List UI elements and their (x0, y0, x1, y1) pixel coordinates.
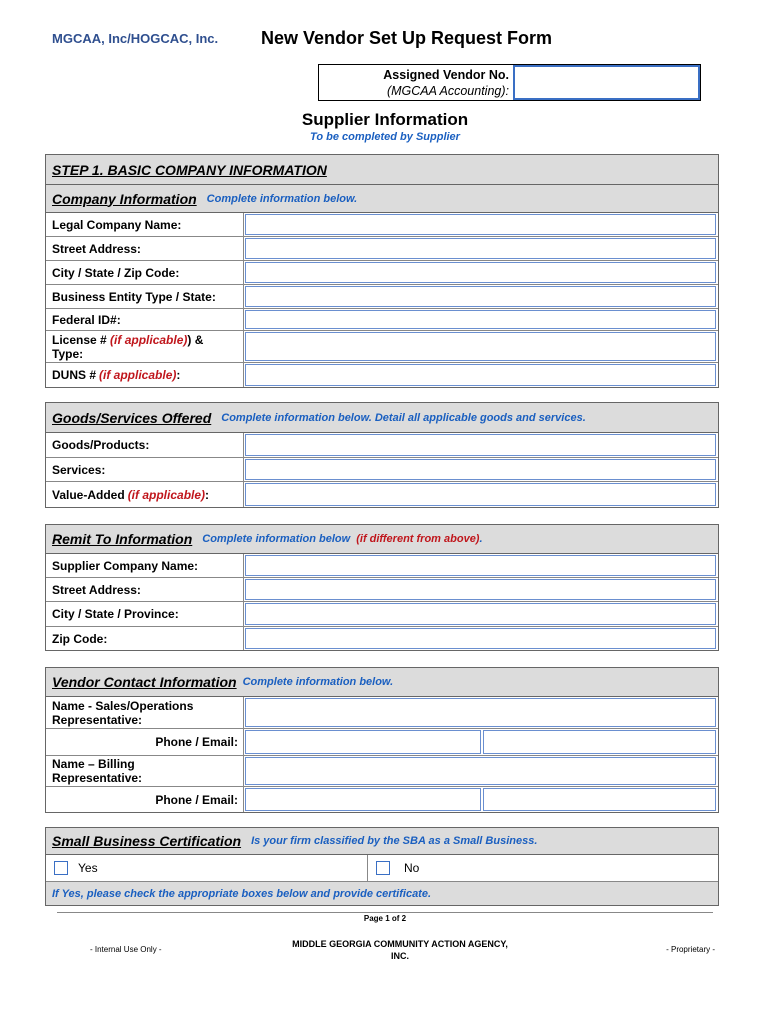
company-info-header (46, 185, 718, 213)
duns-field[interactable] (245, 364, 716, 386)
phone-email-label-1: Phone / Email: (46, 729, 244, 755)
supplier-subtitle: To be completed by Supplier (310, 131, 460, 143)
license-field[interactable] (245, 332, 716, 361)
value-added-field[interactable] (245, 483, 716, 506)
remit-note-period: . (479, 533, 483, 545)
sba-choice-row (46, 855, 718, 882)
form-row (46, 285, 718, 309)
remit-street-field[interactable] (245, 579, 716, 600)
proprietary-label: - Proprietary - (666, 945, 715, 954)
form-row (46, 213, 718, 237)
company-info-note: Complete information below. (206, 192, 358, 205)
city-state-zip-label: City / State / Zip Code: (46, 261, 244, 284)
city-state-zip-field[interactable] (245, 262, 716, 283)
license-type-text: Type: (52, 346, 84, 361)
remit-note-text: Complete information below (202, 533, 354, 545)
form-row (46, 729, 718, 756)
value-added-label (46, 482, 244, 507)
remit-note-if-different: (if different from above) (356, 533, 480, 545)
form-row (46, 554, 718, 578)
billing-phone-field[interactable] (245, 788, 481, 811)
supplier-title: Supplier Information (301, 110, 469, 129)
form-title: New Vendor Set Up Request Form (261, 28, 553, 48)
duns-label (46, 363, 244, 387)
federal-id-field[interactable] (245, 310, 716, 329)
remit-city-field[interactable] (245, 603, 716, 625)
step1-title: STEP 1. BASIC COMPANY INFORMATION (52, 161, 327, 178)
value-added-text: Value-Added (52, 487, 125, 502)
entity-type-label: Business Entity Type / State: (46, 285, 244, 308)
vendor-number-title: Assigned Vendor No. (383, 68, 509, 82)
agency-name-line1: MIDDLE GEORGIA COMMUNITY ACTION AGENCY, (292, 939, 508, 949)
entity-type-field[interactable] (245, 286, 716, 307)
services-label: Services: (46, 458, 244, 481)
sales-rep-text: Name - Sales/Operations (52, 698, 194, 713)
goods-title: Goods/Services Offered (52, 409, 212, 426)
street-address-field[interactable] (245, 238, 716, 259)
form-row (46, 331, 718, 363)
remit-to-section (45, 524, 719, 651)
sba-header (46, 828, 718, 855)
checkbox-icon[interactable] (376, 861, 390, 875)
form-row (46, 482, 718, 507)
billing-rep-label (46, 756, 244, 786)
remit-zip-field[interactable] (245, 628, 716, 649)
sba-no-option[interactable] (368, 855, 718, 881)
goods-services-section (45, 402, 719, 508)
goods-header (46, 403, 718, 433)
vendor-number-sub: (MGCAA Accounting): (386, 84, 509, 98)
remit-street-label: Street Address: (46, 578, 244, 601)
sba-yes-label: Yes (78, 861, 98, 875)
remit-title: Remit To Information (52, 531, 193, 547)
duns-colon: : (176, 368, 181, 382)
license-label (46, 331, 244, 362)
form-row (46, 602, 718, 627)
remit-company-field[interactable] (245, 555, 716, 576)
company-information-section (45, 154, 719, 388)
form-row (46, 237, 718, 261)
checkbox-icon[interactable] (54, 861, 68, 875)
phone-email-label-2: Phone / Email: (46, 787, 244, 812)
vendor-number-input[interactable] (513, 65, 700, 100)
agency-name (270, 938, 530, 962)
form-row (46, 578, 718, 602)
sba-section (45, 827, 719, 906)
agency-name-line2: INC. (391, 951, 409, 961)
form-row (46, 309, 718, 331)
street-address-label: Street Address: (46, 237, 244, 260)
remit-header (46, 525, 718, 554)
form-row (46, 787, 718, 812)
vendor-contact-section (45, 667, 719, 813)
sales-rep-label (46, 697, 244, 728)
organization-name: MGCAA, Inc/HOGCAC, Inc. (52, 31, 219, 46)
services-field[interactable] (245, 459, 716, 480)
remit-company-label: Supplier Company Name: (46, 554, 244, 577)
contact-note: Complete information below. (242, 676, 394, 688)
contact-title: Vendor Contact Information (52, 674, 237, 690)
form-row (46, 458, 718, 482)
sba-footnote: If Yes, please check the appropriate boxes below and provide certificate. (46, 882, 718, 905)
sales-phone-field[interactable] (245, 730, 481, 754)
step1-header (46, 155, 718, 185)
form-row (46, 627, 718, 650)
sba-title: Small Business Certification (52, 833, 242, 849)
license-text-end: ) & (187, 332, 204, 347)
form-row (46, 697, 718, 729)
company-info-title: Company Information (52, 190, 197, 207)
billing-rep-text: Name – Billing (52, 757, 135, 771)
sales-email-field[interactable] (483, 730, 716, 754)
goods-products-label: Goods/Products: (46, 433, 244, 457)
contact-header (46, 668, 718, 697)
sales-rep-text-2: Representative: (52, 712, 143, 727)
internal-use-label: - Internal Use Only - (90, 945, 162, 954)
billing-rep-field[interactable] (245, 757, 716, 785)
legal-name-label: Legal Company Name: (46, 213, 244, 236)
sba-note: Is your firm classified by the SBA as a Small Business. (251, 835, 538, 847)
form-row (46, 261, 718, 285)
value-added-colon: : (205, 487, 210, 502)
remit-note (202, 533, 482, 545)
form-row (46, 756, 718, 787)
vendor-number-label (319, 65, 513, 100)
billing-rep-text-2: Representative: (52, 771, 143, 785)
federal-id-label: Federal ID#: (46, 309, 244, 330)
sales-rep-field[interactable] (245, 698, 716, 727)
remit-city-label: City / State / Province: (46, 602, 244, 626)
duns-text: DUNS # (52, 368, 97, 382)
sba-yes-option[interactable] (46, 855, 368, 881)
license-text: License # (52, 332, 111, 347)
sba-no-label: No (404, 861, 420, 875)
footer-divider (57, 912, 713, 913)
billing-email-field[interactable] (483, 788, 716, 811)
page-number: Page 1 of 2 (363, 914, 407, 923)
duns-if-applicable: (if applicable) (99, 368, 177, 382)
goods-products-field[interactable] (245, 434, 716, 456)
license-if-applicable: (if applicable) (110, 332, 188, 347)
form-row (46, 433, 718, 458)
vendor-number-box (318, 64, 701, 101)
value-added-if-applicable: (if applicable) (127, 487, 206, 502)
goods-note: Complete information below. Detail all applicable goods and services. (221, 411, 586, 424)
form-row (46, 363, 718, 387)
legal-name-field[interactable] (245, 214, 716, 235)
remit-zip-label: Zip Code: (46, 627, 244, 650)
